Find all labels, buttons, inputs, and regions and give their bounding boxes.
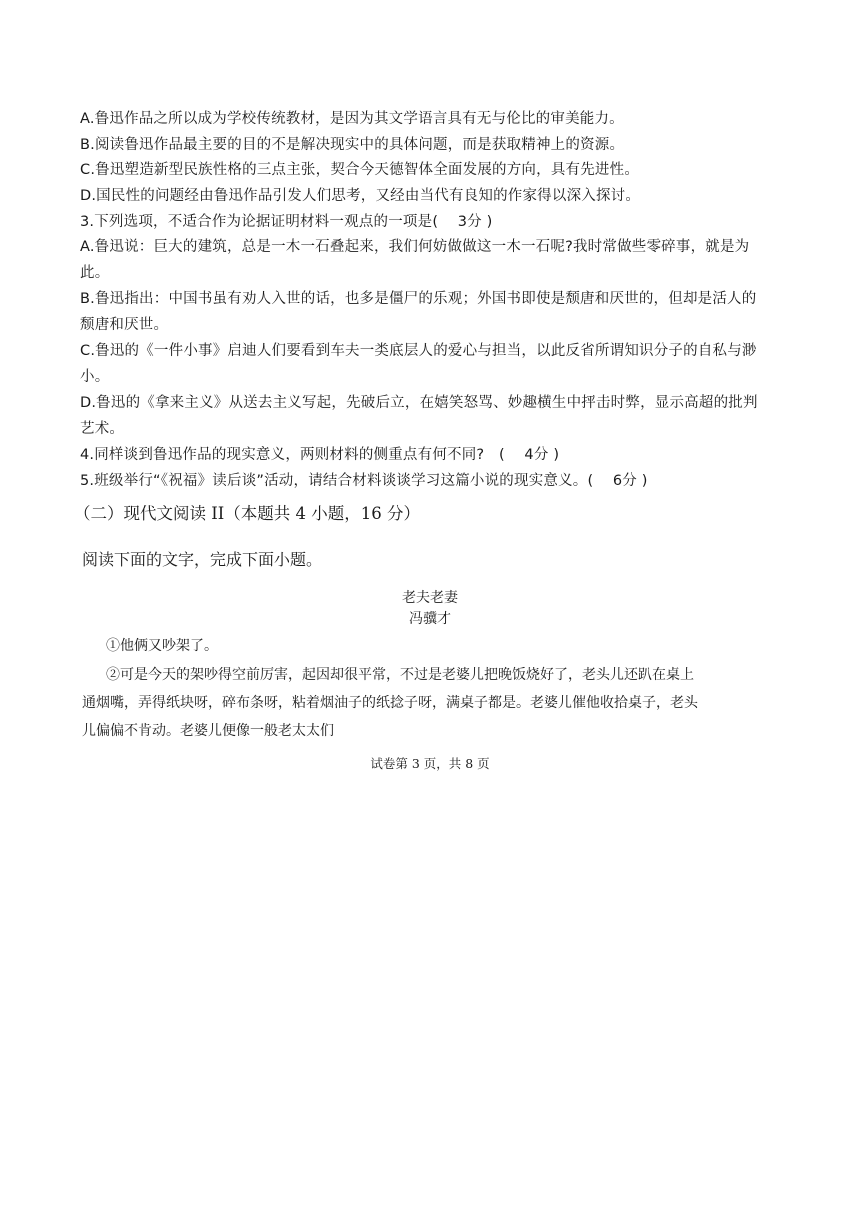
option-a-prev: A.鲁迅作品之所以成为学校传统教材，是因为其文学语言具有无与伦比的审美能力。: [80, 111, 624, 127]
q3-option-d-line2: 艺术。: [80, 421, 125, 437]
story-author: 冯骥才: [409, 611, 451, 627]
q3-option-a-line2: 此。: [80, 265, 110, 281]
story-paragraph-1: ①他俩又吵架了。: [106, 638, 218, 654]
q3-option-c-line2: 小。: [80, 369, 110, 385]
option-d-prev: D.国民性的问题经由鲁迅作品引发人们思考，又经由当代有良知的作家得以深入探讨。: [80, 188, 641, 204]
story-paragraph-2-line1: ②可是今天的架吵得空前厉害，起因却很平常，不过是老婆儿把晚饭烧好了，老头儿还趴在桌上: [106, 667, 694, 683]
q3-option-b-line1: B.鲁迅指出：中国书虽有劝人入世的话，也多是僵尸的乐观；外国书即使是颓唐和厌世的，但却是活人的: [80, 291, 757, 307]
question-4: 4.同样谈到鲁迅作品的现实意义，两则材料的侧重点有何不同? ( 4分 ): [80, 447, 560, 463]
question-5: 5.班级举行“《祝福》读后谈”活动，请结合材料谈谈学习这篇小说的现实意义。( 6分 ): [80, 473, 648, 489]
page-footer: 试卷第 3 页，共 8 页: [370, 756, 490, 771]
q3-option-a-line1: A.鲁迅说：巨大的建筑，总是一木一石叠起来，我们何妨做做这一木一石呢?我时常做些零碎事，就是为: [80, 239, 750, 255]
q3-option-d-line1: D.鲁迅的《拿来主义》从送去主义写起，先破后立，在嬉笑怒骂、妙趣横生中抨击时弊，显示高超的批判: [80, 395, 758, 411]
question-3-stem: 3.下列选项，不适合作为论据证明材料一观点的一项是( 3分 ): [80, 214, 493, 230]
q3-option-c-line1: C.鲁迅的《一件小事》启迪人们要看到车夫一类底层人的爱心与担当，以此反省所谓知识分子的自私与渺: [80, 343, 757, 359]
section-heading: （二）现代文阅读 II（本题共 4 小题，16 分）: [74, 504, 421, 523]
reading-instruction: 阅读下面的文字，完成下面小题。: [82, 550, 323, 569]
option-b-prev: B.阅读鲁迅作品最主要的目的不是解决现实中的具体问题，而是获取精神上的资源。: [80, 137, 625, 153]
story-title: 老夫老妻: [402, 590, 458, 606]
q3-option-b-line2: 颓唐和厌世。: [80, 317, 169, 333]
story-paragraph-2-line2: 通烟嘴，弄得纸块呀，碎布条呀，粘着烟油子的纸捻子呀，满桌子都是。老婆儿催他收拾桌子，老头: [82, 695, 698, 711]
story-paragraph-2-line3: 儿偏偏不肯动。老婆儿便像一般老太太们: [82, 723, 334, 739]
option-c-prev: C.鲁迅塑造新型民族性格的三点主张，契合今天德智体全面发展的方向，具有先进性。: [80, 162, 640, 178]
